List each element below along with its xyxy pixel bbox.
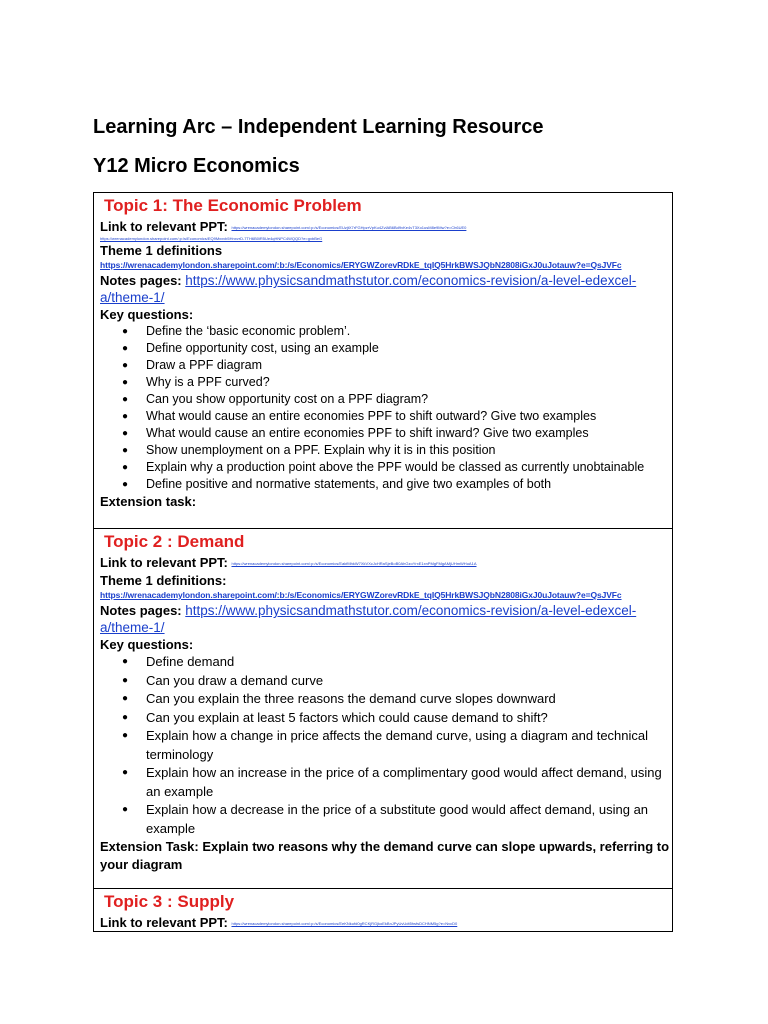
topic-2-section — [93, 528, 673, 888]
list-item: ● Can you draw a demand curve — [120, 672, 672, 691]
document-title: Learning Arc – Independent Learning Resource — [93, 116, 544, 138]
bullet-icon: ● — [122, 462, 129, 474]
topic-1-extension: Extension task: — [100, 494, 197, 510]
bullet-icon: ● — [122, 656, 129, 668]
bullet-icon: ● — [122, 711, 129, 723]
topic-1-defs-label: Theme 1 definitions — [100, 243, 223, 259]
bullet-icon: ● — [122, 428, 129, 440]
list-item: ● Show unemployment on a PPF. Explain why it is in this position — [122, 443, 496, 458]
bullet-icon: ● — [122, 394, 129, 406]
topic-1-notes-link[interactable]: https://www.physicsandmathstutor.com/economics-revision/a-level-edexcel-a/theme-1/ — [100, 273, 637, 306]
list-item: ● Define demand — [120, 653, 672, 672]
topic-1-defs-link[interactable]: https://wrenacademylondon.sharepoint.com/:b:/s/Economics/ERYGWZorevRDkE_tqIQ5HrkBWSJQbN2808iGxJ0uJotauw?e=QsJVFc — [100, 260, 622, 271]
bullet-icon: ● — [122, 377, 129, 389]
topic-2-notes-row — [100, 602, 672, 636]
bullet-icon: ● — [122, 674, 129, 686]
list-item: ● Define the ‘basic economic problem’. — [122, 324, 351, 339]
topic-3-ppt-link[interactable]: https://wrenacademylondon.sharepoint.com/:p:/s/Economics/EeKNkufd0gRCKjRGjkoEkBnJPyUvUdt5hsfsDCHNM5g?e=NvcD0 — [231, 921, 458, 927]
topic-1-kq-label: Key questions: — [100, 307, 194, 323]
topic-2-extension: Extension Task: Explain two reasons why the demand curve can slope upwards, referring to your diagram — [100, 839, 670, 873]
topic-2-title: Topic 2 : Demand — [104, 532, 245, 551]
bullet-icon: ● — [122, 445, 129, 457]
ppt-label: Link to relevant PPT: — [100, 915, 228, 930]
topic-1-title: Topic 1: The Economic Problem — [104, 196, 362, 215]
topic-1-ppt-link-2[interactable]: https://wrenacademylondon.sharepoint.com/:p:/s/Economics/EQ9Mxxvb5HnxvrD-7TH6B0iR5Ue4qHNPC4WQQD?e=gxbBeG — [100, 236, 323, 242]
list-item: ● Define opportunity cost, using an example — [122, 341, 379, 356]
bullet-icon: ● — [122, 693, 129, 705]
topic-2-kq-label: Key questions: — [100, 637, 194, 653]
bullet-icon: ● — [122, 343, 129, 355]
topic-2-defs-link[interactable]: https://wrenacademylondon.sharepoint.com/:b:/s/Economics/ERYGWZorevRDkE_tqIQ5HrkBWSJQbN2808iGxJ0uJotauw?e=QsJVFc — [100, 590, 622, 601]
bullet-icon: ● — [122, 360, 129, 372]
list-item: ● Can you explain at least 5 factors which could cause demand to shift? — [120, 709, 672, 728]
bullet-icon: ● — [122, 804, 129, 816]
topic-1-ppt-row — [100, 218, 672, 236]
list-item: ● Define positive and normative statements, and give two examples of both — [122, 477, 552, 492]
topic-1-notes-row — [100, 272, 672, 306]
bullet-icon: ● — [122, 767, 129, 779]
topic-1-section — [93, 192, 673, 528]
list-item: ● Can you show opportunity cost on a PPF diagram? — [122, 392, 429, 407]
topic-2-question-list — [100, 653, 672, 838]
bullet-icon: ● — [122, 479, 129, 491]
list-item: ● Explain why a production point above the PPF would be classed as currently unobtainable — [122, 460, 645, 475]
list-item: ● What would cause an entire economies PPF to shift outward? Give two examples — [122, 409, 597, 424]
document-subtitle: Y12 Micro Economics — [93, 155, 300, 177]
list-item: ● Can you explain the three reasons the demand curve slopes downward — [120, 690, 672, 709]
bullet-icon: ● — [122, 730, 129, 742]
list-item: ● Why is a PPF curved? — [122, 375, 270, 390]
topic-1-ppt-link[interactable]: https://wrenacademylondon.sharepoint.com/:p:/s/Economics/EUzjtX7rFGHpzrVpKu4ZvlAB6Bd9vKe4vT3Xo1usM8e9Mw?e=Ch6UE0 — [231, 225, 467, 231]
topic-2-ppt-link[interactable]: https://wrenacademylondon.sharepoint.com/:p:/s/Economics/EakfMhkW7XkVXcJcHRaSjeBoB0AhGzoYrxE1xnPMgFMgAMjUHmWHuA1A — [231, 561, 477, 567]
list-item: ● What would cause an entire economies PPF to shift inward? Give two examples — [122, 426, 589, 441]
topic-3-ppt-row — [100, 914, 672, 932]
topic-3-title: Topic 3 : Supply — [104, 892, 235, 911]
topic-2-ppt-row — [100, 554, 672, 572]
notes-label: Notes pages: — [100, 273, 182, 289]
list-item: ● Explain how a change in price affects the demand curve, using a diagram and technical terminology — [122, 728, 649, 762]
list-item: ● Explain how an increase in the price of a complimentary good would affect demand, using an example — [122, 765, 662, 799]
topic-1-question-list — [100, 323, 672, 493]
ppt-label: Link to relevant PPT: — [100, 219, 228, 234]
bullet-icon: ● — [122, 326, 129, 338]
list-item: ● Draw a PPF diagram — [122, 358, 263, 373]
ppt-label: Link to relevant PPT: — [100, 555, 228, 570]
topic-2-notes-link[interactable]: https://www.physicsandmathstutor.com/economics-revision/a-level-edexcel-a/theme-1/ — [100, 603, 637, 636]
list-item: ● Explain how a decrease in the price of a substitute good would affect demand, using an example — [122, 802, 649, 836]
topic-3-section — [93, 888, 673, 932]
notes-label: Notes pages: — [100, 603, 182, 619]
bullet-icon: ● — [122, 411, 129, 423]
topic-2-defs-label: Theme 1 definitions: — [100, 573, 227, 589]
